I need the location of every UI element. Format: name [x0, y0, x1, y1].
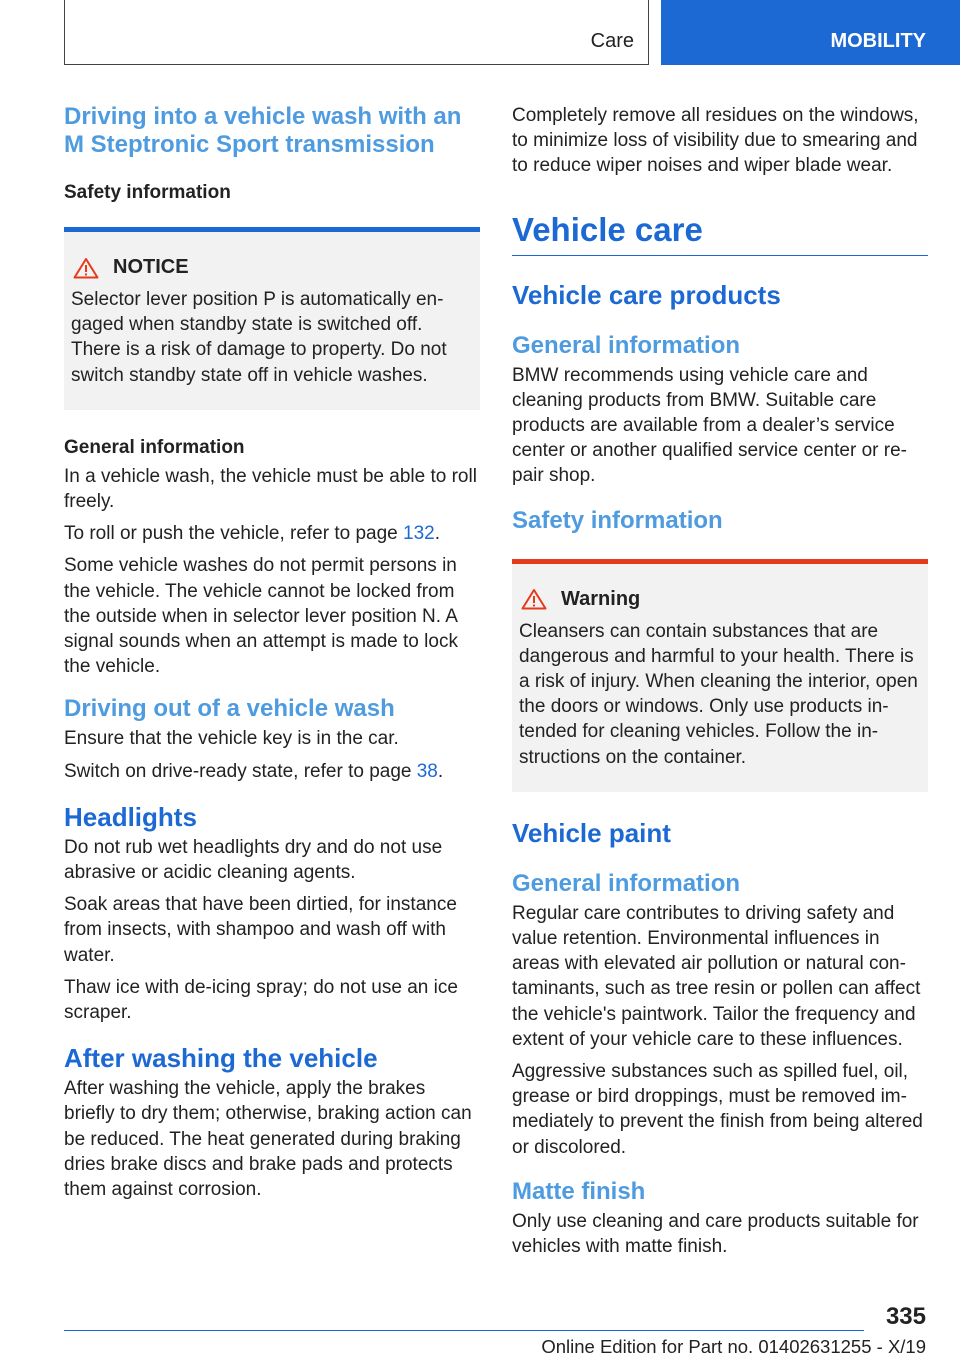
heading-vehicle-wash-steptronic: Driving into a vehicle wash with an M Steptronic Sport transmission [64, 103, 462, 158]
paragraph-aggressive-substances: Aggressive substances such as spilled fuel, oil, grease or bird droppings, must be removed immediately to prevent the finish from being altered or discolored. [512, 1061, 923, 1158]
paragraph-headlights-dry: Do not rub wet headlights dry and do not use abrasive or acidic cleaning agents. [64, 836, 443, 884]
text-suffix: . [437, 760, 444, 782]
paragraph-matte-products: Only use cleaning and care products suitable for vehicles with matte finish. [512, 1210, 919, 1258]
header-tab-mobility[interactable] [661, 0, 960, 65]
paragraph-roll-freely: In a vehicle wash, the vehicle must be able to roll freely. [64, 465, 477, 513]
warning-title [519, 588, 921, 611]
paragraph-regular-care: Regular care contributes to driving safety and value retention. Environmental influences in areas with elevated air pollution or natural contaminants, such as tree resin or pollen can affect the vehicle's paintwork. Tailor the frequency and extent of your vehicle care to these influences. [512, 902, 921, 1050]
warning-box [512, 559, 928, 792]
header-tab-label: MOBILITY [830, 30, 926, 52]
paragraph-bmw-recommends: BMW recommends using vehicle care and cleaning products from BMW. Suitable care products are available from a dealer’s service center or another qualified service center or repair shop. [512, 364, 907, 487]
heading-safety-information: Safety information [64, 182, 231, 203]
notice-box [64, 227, 480, 410]
right-column [512, 103, 928, 1266]
warning-triangle-icon [521, 588, 547, 610]
heading-matte-finish: Matte finish [512, 1177, 646, 1205]
paragraph-apply-brakes: After washing the vehicle, apply the brakes briefly to dry them; otherwise, braking action can be reduced. The heat generated during braking dries brake discs and brake pads and protects them against corrosion. [64, 1078, 472, 1201]
heading-headlights: Headlights [64, 801, 197, 832]
page-number: 335 [885, 1303, 926, 1330]
left-column [64, 103, 480, 1209]
heading-general-information-1: General information [512, 331, 741, 359]
page-link-132[interactable]: 132 [403, 523, 435, 545]
paragraph-soak-areas: Soak areas that have been dirtied, for instance from insects, with shampoo and wash off with water. [64, 894, 457, 966]
paragraph-roll-push [64, 521, 480, 546]
heading-safety-information-right: Safety information [512, 506, 723, 534]
heading-vehicle-care-products: Vehicle care products [512, 279, 781, 310]
warning-text: Cleansers can contain substances that are dangerous and harmful to your health. There is a risk of injury. When cleaning the interior, open the doors or windows. Only use products intended for cleaning vehicles. Follow the instructions on the container. [519, 620, 918, 768]
warning-triangle-icon [73, 257, 99, 279]
paragraph-key-in-car: Ensure that the vehicle key is in the car. [64, 728, 399, 750]
heading-general-information: General information [64, 436, 245, 458]
header-section-box [64, 0, 649, 65]
notice-text: Selector lever position P is automatically engaged when standby state is switched off. There is a risk of damage to property. Do not switch standby state off in vehicle washes. [71, 289, 447, 386]
notice-title-text: NOTICE [113, 256, 189, 278]
paragraph-thaw-ice: Thaw ice with de-icing spray; do not use an ice scraper. [64, 976, 458, 1024]
paragraph-drive-ready [64, 759, 480, 784]
page-link-38[interactable]: 38 [416, 760, 438, 782]
warning-title-text: Warning [561, 587, 641, 610]
text-suffix: . [434, 523, 441, 545]
text-prefix: Switch on drive-ready state, refer to page [64, 760, 417, 782]
heading-driving-out: Driving out of a vehicle wash [64, 695, 395, 723]
edition-text: Online Edition for Part no. 01402631255 - X/19 [541, 1336, 926, 1357]
heading-vehicle-paint: Vehicle paint [512, 817, 671, 848]
text-prefix: To roll or push the vehicle, refer to page [64, 523, 404, 545]
heading-general-information-2: General information [512, 869, 741, 897]
notice-title [71, 256, 473, 279]
heading-after-washing: After washing the vehicle [64, 1043, 378, 1074]
paragraph-persons-in-vehicle: Some vehicle washes do not permit persons in the vehicle. The vehicle cannot be locked from the outside when in selector lever position N. A signal sounds when an attempt is made to lock the vehicle. [64, 555, 458, 678]
header-section-label: Care [590, 30, 634, 52]
paragraph-remove-residues: Completely remove all residues on the windows, to minimize loss of visibility due to smearing and to reduce wiper noises and wiper blade wear. [512, 105, 919, 177]
footer-divider [64, 1330, 864, 1331]
heading-vehicle-care: Vehicle care [512, 211, 928, 256]
